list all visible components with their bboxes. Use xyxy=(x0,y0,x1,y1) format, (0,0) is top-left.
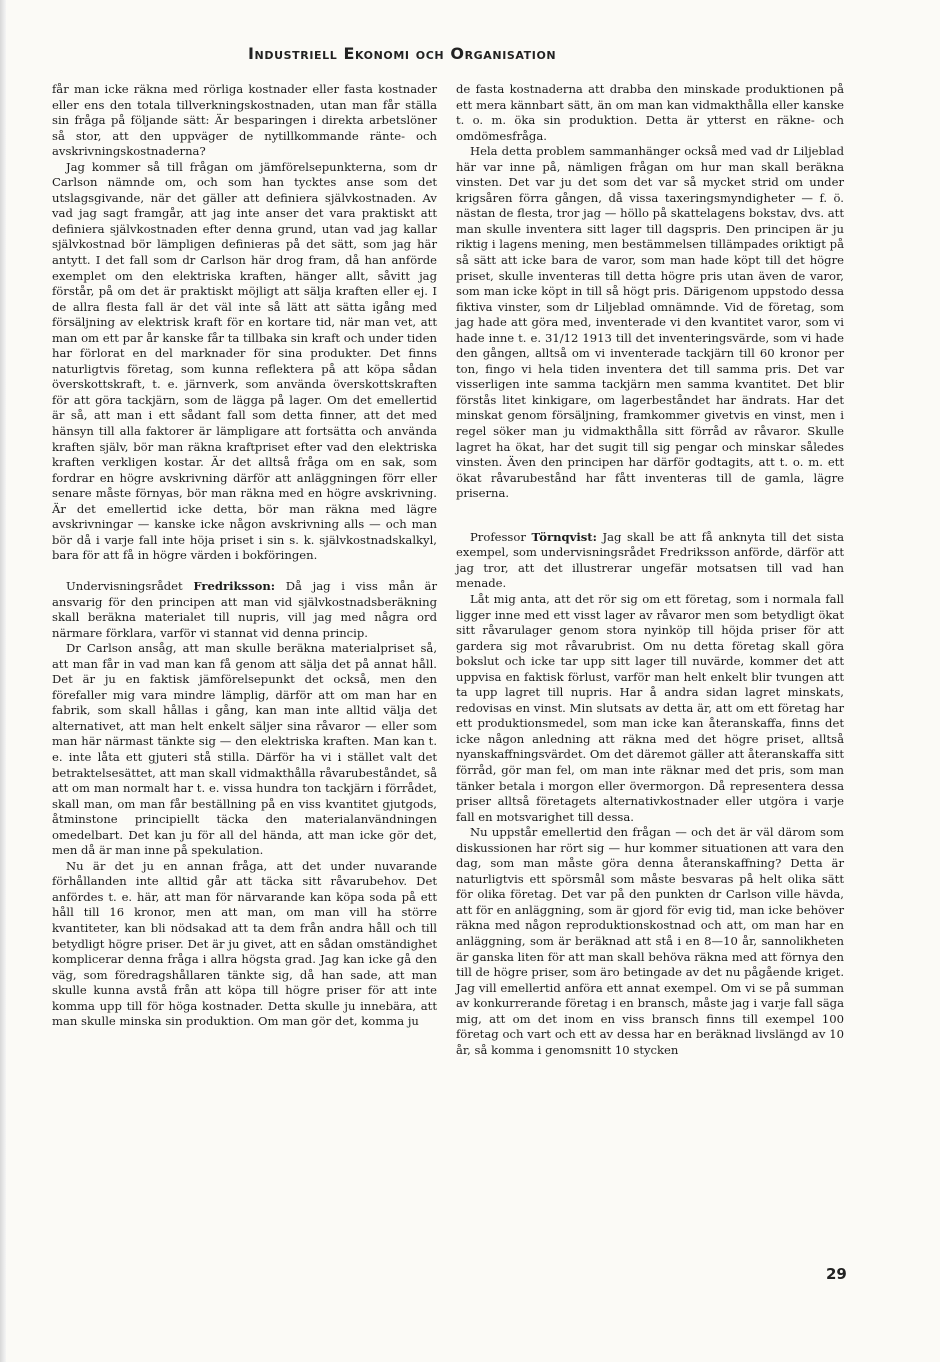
left-paragraph-5: Nu är det ju en annan fråga, att det under nuvarande förhållanden inte alltid går att täcka sitt råvarubehov. Det anfördes t. e. här, att man för närvarande kan köpa soda på ett håll till 16 kronor, men att man, om man vill ha större kvantiteter, kan bli nödsakad att ta dem från andra håll och till betydligt högre priser. Det är ju givet, att en sådan omständighet komplicerar denna fråga i allra högsta grad. Jag kan icke gå den väg, som föredragshållaren tänkte sig, då han sade, att man skulle kunna avstå från att köpa till högre priser för att inte komma upp till för höga kostnader. Detta skulle ju innebära, att man skulle minska sin produktion. Om man gör det, komma ju xyxy=(52,858,437,1029)
left-column xyxy=(52,82,437,1030)
page-number: 29 xyxy=(826,1265,847,1283)
speaker-title: Professor xyxy=(470,529,526,544)
speaker-title: Undervisningsrådet xyxy=(66,578,183,593)
speaker-name-tornqvist: Törnqvist: xyxy=(531,529,597,544)
right-paragraph-3 xyxy=(456,530,844,592)
page-edge-shadow xyxy=(0,0,6,1362)
left-paragraph-1: får man icke räkna med rörliga kostnader eller fasta kostnader eller ens den totala tillverkningskostnaden, utan man får ställa sin fråga på följande sätt: Är besparingen i direkta arbetslöner så stor, att den uppväger de nytillkommande ränte- och avskrivningskostnaderna? xyxy=(52,82,437,159)
speech-text: Jag skall be att få anknyta till det sista exempel, som undervisningsrådet Fredriksson anförde, därför att jag tror, att det illustrerar ungefär motsatsen till vad han menade. xyxy=(456,529,844,591)
right-paragraph-5: Nu uppstår emellertid den frågan — och det är väl därom som diskussionen har rört sig — hur kommer situationen att vara den dag, som man måste göra denna återanskaffning? Detta är naturligtvis ett spörsmål som måste besvaras på helt olika sätt för olika företag. Det var på den punkten dr Carlson ville hävda, att för en anläggning, som är gjord för evig tid, man icke behöver räkna med någon reproduktionskostnad och att, om man har en anläggning, som är beräknad att stå i en 8—10 år, sannolikheten är ganska liten för att man skall behöva räkna med att förnya den till de högre priser, som äro betingade av det nu pågående kriget. Jag vill emellertid anföra ett annat exempel. Om vi se på summan av konkurrerande företag i en bransch, måste jag i varje fall säga mig, att om det inom en viss bransch finns till exempel 100 företag och vart och ett av dessa har en beräknad livslängd av 10 år, så komma i genomsnitt 10 stycken xyxy=(456,825,844,1057)
left-paragraph-4: Dr Carlson ansåg, att man skulle beräkna materialpriset så, att man får in vad man kan få genom att sälja det på annat håll. Det är ju en faktisk jämförelsepunkt det också, men den förefaller mig vara mindre lämplig, därför att om man har en fabrik, som skall hållas i gång, kan man inte alltid välja det alternativet, att man helt enkelt säljer sina råvaror — eller som man här närmast tänkte sig — den elektriska kraften. Man kan t. e. inte låta ett gjuteri stå stilla. Därför ha vi i stället valt det betraktelsesättet, att man skall vidmakthålla råvarubeståndet, så att om man normalt har t. e. vissa hundra ton tackjärn i förrådet, skall man, om man får beställning på en viss kvantitet gjutgods, åtminstone principiellt täcka den materialanvändningen omedelbart. Det kan ju för all del hända, att man icke gör det, men då är man inne på spekulation. xyxy=(52,641,437,858)
speaker-name-fredriksson: Fredriksson: xyxy=(193,578,276,593)
right-paragraph-2: Hela detta problem sammanhänger också med vad dr Liljeblad här var inne på, nämligen frågan om hur man skall beräkna vinsten. Det var ju det som det var så mycket strid om under krigsåren förra gången, då vissa taxeringsmyndigheter — f. ö. nästan de flesta, tror jag — höllo på skattelagens bokstav, dvs. att man skulle inventera sitt lager till dagspris. Den principen är ju riktig i lagens mening, men bestämmelsen tillämpades oriktigt på så sätt att icke bara de varor, som man hade köpt till det högre priset, skulle inventeras till detta högre pris utan även de varor, som man icke köpt in till så högt pris. Därigenom uppstodo dessa fiktiva vinster, som dr Liljeblad omnämnde. Vid de företag, som jag hade att göra med, inventerade vi den kvantitet varor, som vi hade inne t. e. 31/12 1913 till det inventeringsvärde, som vi hade den gången, alltså om vi inventerade tackjärn till 60 kronor per ton, fingo vi hela tiden inventera det till samma pris. Det var visserligen inte samma tackjärn men samma kvantitet. Det blir förstås litet kinkigare, om lagerbeståndet har ändrats. Har det minskat genom försäljning, framkommer givetvis en vinst, men i regel söker man ju vidmakthålla sitt förråd av råvaror. Skulle lagret ha ökat, har det sugit till sig pengar och minskar således vinsten. Även den principen har därför godtagits, att t. o. m. ett ökat råvarubestånd har fått inventeras till de gamla, lägre priserna. xyxy=(456,144,844,501)
left-paragraph-2: Jag kommer så till frågan om jämförelsepunkterna, som dr Carlson nämnde om, och som han tycktes anse som det utslagsgivande, när det gäller att definiera självkostnaden. Av vad jag sagt framgår, att jag inte anser det vara praktiskt att definiera självkostnaden efter denna grund, utan vad jag kallar självkostnad bör lämpligen definieras på det sätt, som jag här antytt. I det fall som dr Carlson här drog fram, då han anförde exemplet om den elektriska kraften, hänger allt, såvitt jag förstår, på om det är praktiskt möjligt att sälja kraften eller ej. I de allra flesta fall är det väl inte så lätt att sätta igång med försäljning av elektrisk kraft för en kortare tid, när man vet, att man om ett par år kanske får ta tillbaka sin kraft och under tiden har förlorat en del marknader för sina produkter. Det finns naturligtvis företag, som kunna reflektera på att köpa sådan överskottskraft, t. e. järnverk, som använda överskottskraften för att göra tackjärn, som de lägga på lager. Om det emellertid är så, att man i ett sådant fall som detta finner, att det med hänsyn till alla faktorer är lämpligare att fortsätta och använda kraften själv, bör man räkna kraftpriset efter vad den elektriska kraften verkligen kostar. Är det alltså fråga om en sak, som fordrar en högre avskrivning därför att anläggningen förr eller senare måste förnyas, bör man räkna med en högre avskrivning. Är det emellertid icke detta, bör man räkna med lägre avskrivningar — kanske icke någon avskrivning alls — och man bör då i varje fall inte höja priset i sin s. k. självkostnadskalkyl, bara för att få in högre värden i bokföringen. xyxy=(52,159,437,563)
right-paragraph-4: Låt mig anta, att det rör sig om ett företag, som i normala fall ligger inne med ett visst lager av råvaror men som betydligt ökat sitt råvarulager genom stora nyinköp till höjda priser för att gardera sig mot råvarubrist. Om nu detta företag skall göra bokslut och icke tar upp sitt lager till nuvärde, kommer det att uppvisa en faktisk förlust, varför man helt enkelt blir tvungen att ta upp lagret till nupris. Har å andra sidan lagret minskats, redovisas en vinst. Min slutsats av detta är, att om ett företag har ett produktionsmedel, som man icke kan återanskaffa, finns det icke någon anledning att räkna med det högre priset, alltså nyanskaffningsvärdet. Om det däremot gäller att återanskaffa sitt förråd, gör man fel, om man inte räknar med det pris, som man tänker betala i morgon eller övermorgon. Då representera dessa priser alltså företagets alternativkostnader eller utgöra i varje fall en motsvarighet till dessa. xyxy=(456,591,844,824)
right-paragraph-1: de fasta kostnaderna att drabba den minskade produktionen på ett mera kännbart sätt, än om man kan vidmakthålla eller kanske t. o. m. öka sin produktion. Detta är ytterst en räkne- och omdömesfråga. xyxy=(456,82,844,143)
speech-text: Då jag i viss mån är ansvarig för den principen att man vid självkostnadsberäkning skall beräkna materialet till nupris, vill jag med några ord närmare förklara, varför vi stannat vid denna princip. xyxy=(52,578,437,640)
right-column xyxy=(456,82,844,1058)
running-header: Industriell Ekonomi och Organisation xyxy=(248,44,557,63)
left-paragraph-3 xyxy=(52,579,437,641)
